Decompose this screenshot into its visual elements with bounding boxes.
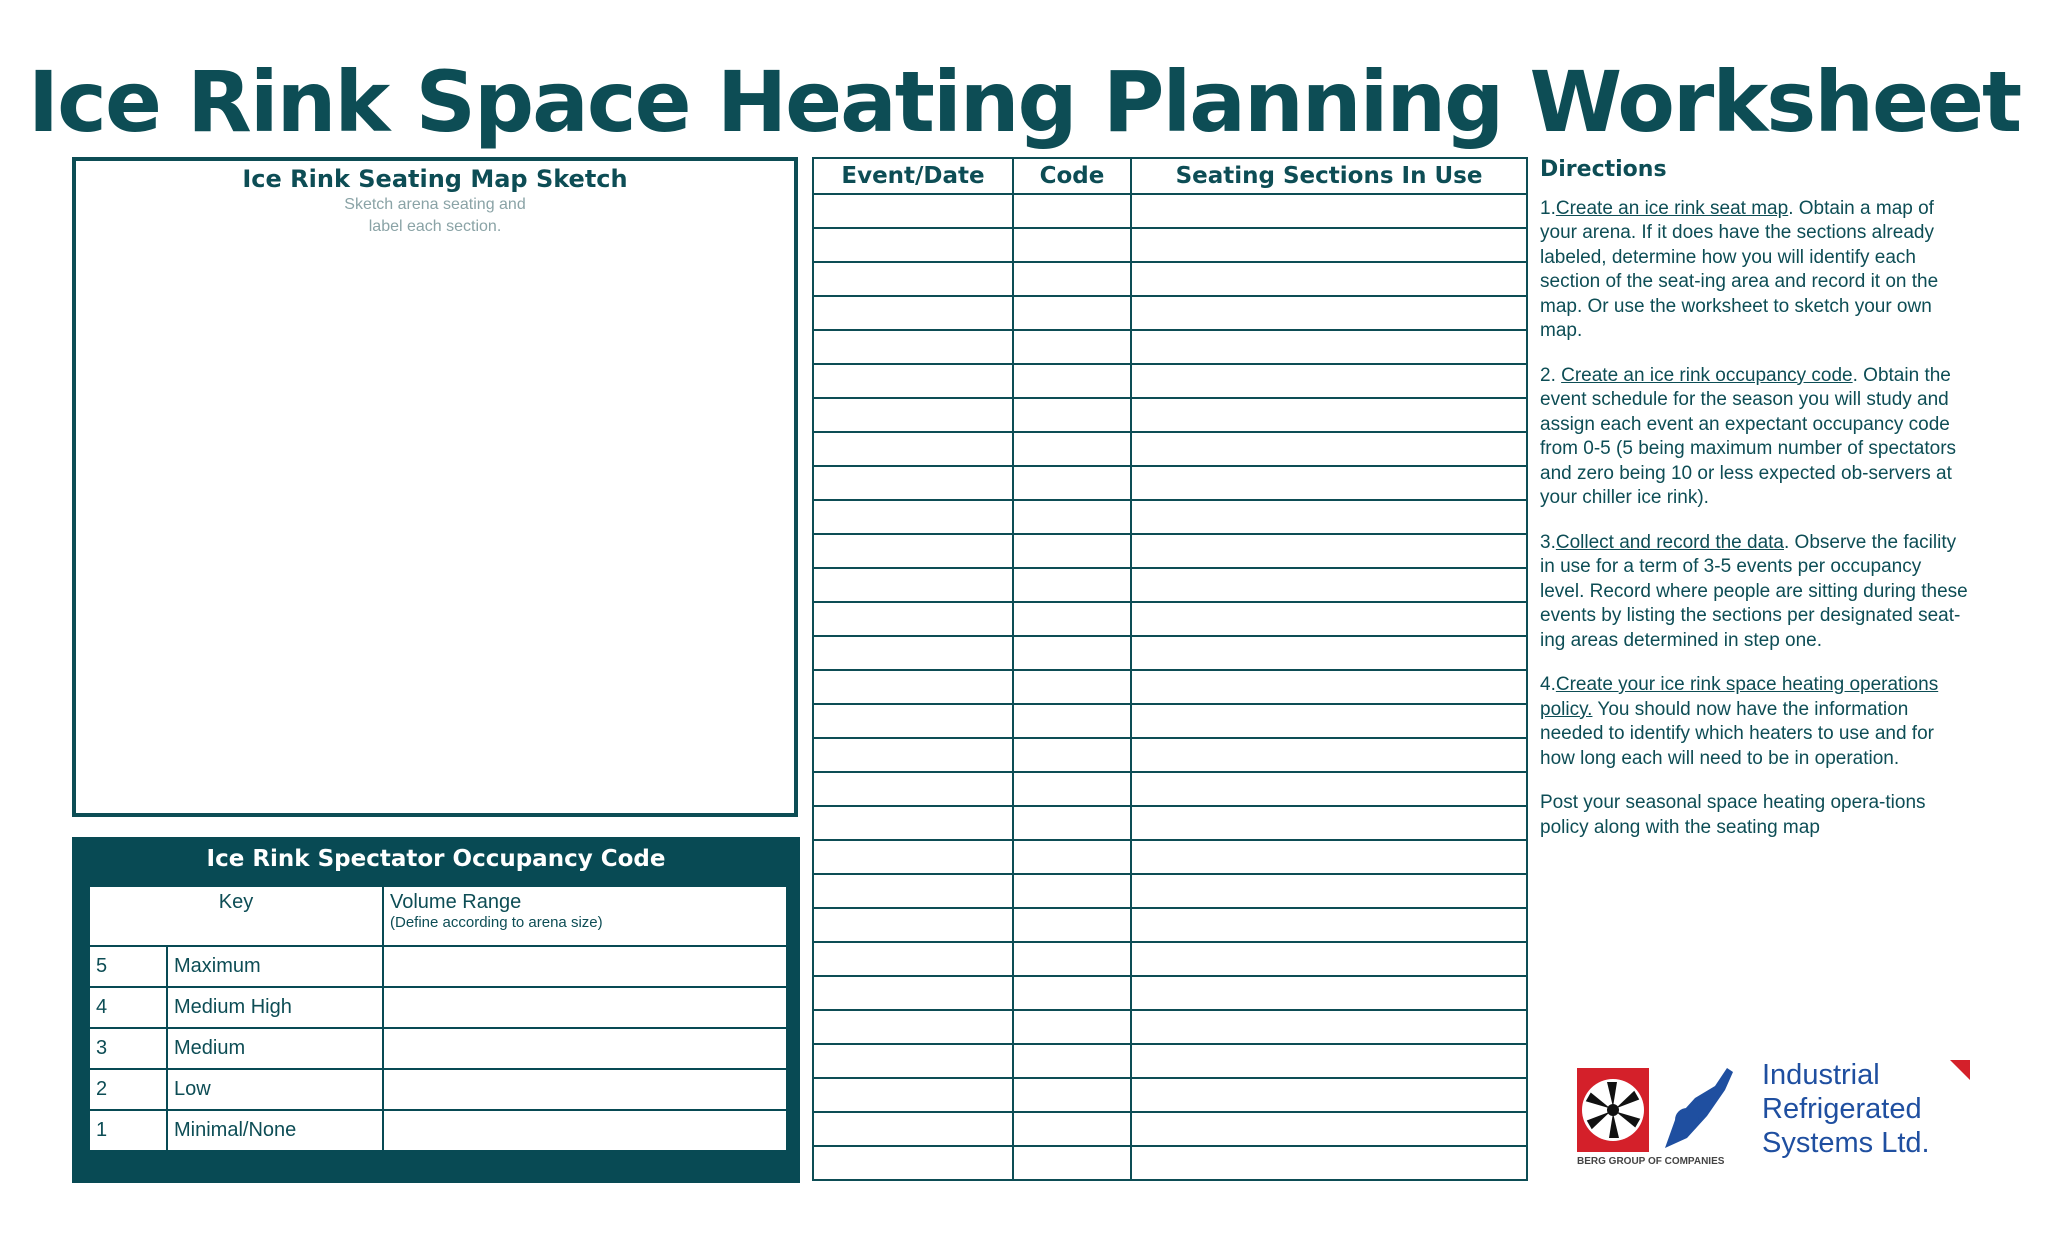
table-row — [89, 987, 787, 1028]
event-date-cell[interactable] — [813, 942, 1013, 976]
event-date-cell[interactable] — [813, 466, 1013, 500]
seating-sections-cell[interactable] — [1131, 976, 1527, 1010]
code-cell[interactable] — [1013, 466, 1131, 500]
seating-sections-cell[interactable] — [1131, 602, 1527, 636]
table-row — [813, 908, 1527, 942]
occupancy-label: Minimal/None — [167, 1110, 383, 1151]
table-row — [813, 806, 1527, 840]
table-row — [813, 670, 1527, 704]
code-cell[interactable] — [1013, 1010, 1131, 1044]
code-cell[interactable] — [1013, 908, 1131, 942]
event-date-cell[interactable] — [813, 772, 1013, 806]
seating-sections-cell[interactable] — [1131, 704, 1527, 738]
code-cell[interactable] — [1013, 364, 1131, 398]
step-1-link[interactable]: Create an ice rink seat map — [1555, 197, 1789, 219]
code-cell[interactable] — [1013, 534, 1131, 568]
code-cell[interactable] — [1013, 840, 1131, 874]
occupancy-code: 4 — [89, 987, 167, 1028]
event-date-cell[interactable] — [813, 1010, 1013, 1044]
code-cell[interactable] — [1013, 194, 1131, 228]
table-row — [89, 1110, 787, 1151]
table-row — [813, 262, 1527, 296]
table-row — [813, 772, 1527, 806]
table-row — [89, 1069, 787, 1110]
event-date-cell[interactable] — [813, 398, 1013, 432]
seating-map-sketch-area[interactable] — [72, 157, 798, 817]
table-row — [813, 364, 1527, 398]
step-3-text: . Observe the facility in use for a term of 3-5 events per occupancy level. Record where people are sitting during these events by listing the sections per designated seat-ing areas determined in step one. — [1540, 531, 1968, 651]
company-name-line1: Industrial — [1762, 1059, 1880, 1091]
seating-sections-cell[interactable] — [1131, 840, 1527, 874]
company-name-line3: Systems Ltd. — [1762, 1127, 1930, 1159]
code-cell[interactable] — [1013, 296, 1131, 330]
seating-sections-cell[interactable] — [1131, 670, 1527, 704]
event-date-cell[interactable] — [813, 976, 1013, 1010]
seating-sections-cell[interactable] — [1131, 772, 1527, 806]
volume-range-field[interactable] — [383, 987, 787, 1028]
event-date-cell[interactable] — [813, 194, 1013, 228]
occupancy-code: 2 — [89, 1069, 167, 1110]
event-date-cell[interactable] — [813, 908, 1013, 942]
seating-sections-cell[interactable] — [1131, 1112, 1527, 1146]
code-cell[interactable] — [1013, 262, 1131, 296]
seating-sections-cell[interactable] — [1131, 262, 1527, 296]
volume-range-field[interactable] — [383, 946, 787, 987]
occupancy-code: 5 — [89, 946, 167, 987]
table-row — [813, 330, 1527, 364]
direction-step-3 — [1540, 531, 1970, 654]
table-row — [813, 432, 1527, 466]
table-row — [813, 296, 1527, 330]
occupancy-table — [88, 885, 788, 1152]
step-3-link[interactable]: Collect and record the data — [1555, 531, 1784, 553]
event-date-cell[interactable] — [813, 228, 1013, 262]
event-date-cell[interactable] — [813, 432, 1013, 466]
event-date-cell[interactable] — [813, 1044, 1013, 1078]
table-row — [813, 466, 1527, 500]
occupancy-code: 1 — [89, 1110, 167, 1151]
event-date-cell[interactable] — [813, 262, 1013, 296]
sketch-hint-line1: Sketch arena seating and — [344, 196, 526, 213]
seating-sections-header: Seating Sections In Use — [1131, 158, 1527, 194]
table-row — [813, 534, 1527, 568]
event-date-cell[interactable] — [813, 500, 1013, 534]
code-cell[interactable] — [1013, 670, 1131, 704]
code-cell[interactable] — [1013, 976, 1131, 1010]
directions-heading: Directions — [1540, 157, 1667, 182]
table-row — [813, 874, 1527, 908]
code-cell[interactable] — [1013, 568, 1131, 602]
table-row — [813, 500, 1527, 534]
event-date-cell[interactable] — [813, 1078, 1013, 1112]
event-date-cell[interactable] — [813, 806, 1013, 840]
occupancy-code-panel — [72, 837, 800, 1183]
occupancy-label: Medium — [167, 1028, 383, 1069]
table-row — [813, 942, 1527, 976]
seating-sections-cell[interactable] — [1131, 296, 1527, 330]
company-name-line2: Refrigerated — [1762, 1093, 1922, 1125]
table-row — [813, 1044, 1527, 1078]
table-row — [89, 1028, 787, 1069]
event-date-cell[interactable] — [813, 1112, 1013, 1146]
code-cell[interactable] — [1013, 874, 1131, 908]
table-row — [813, 1010, 1527, 1044]
table-row — [813, 1112, 1527, 1146]
seating-sections-cell[interactable] — [1131, 1078, 1527, 1112]
company-name — [1762, 1058, 1930, 1160]
seating-sections-cell[interactable] — [1131, 1010, 1527, 1044]
code-cell[interactable] — [1013, 942, 1131, 976]
volume-range-field[interactable] — [383, 1028, 787, 1069]
event-date-cell[interactable] — [813, 602, 1013, 636]
seating-sections-cell[interactable] — [1131, 738, 1527, 772]
table-row — [813, 840, 1527, 874]
code-cell[interactable] — [1013, 636, 1131, 670]
event-date-cell[interactable] — [813, 364, 1013, 398]
table-row — [813, 704, 1527, 738]
occupancy-heading: Ice Rink Spectator Occupancy Code — [206, 846, 666, 872]
code-cell[interactable] — [1013, 704, 1131, 738]
seating-sections-cell[interactable] — [1131, 500, 1527, 534]
event-date-cell[interactable] — [813, 874, 1013, 908]
event-log-table — [812, 157, 1528, 1181]
step-number: 1. — [1540, 197, 1556, 219]
event-date-cell[interactable] — [813, 1146, 1013, 1180]
seating-sections-cell[interactable] — [1131, 874, 1527, 908]
seating-sections-cell[interactable] — [1131, 194, 1527, 228]
step-2-link[interactable]: Create an ice rink occupancy code — [1561, 364, 1853, 386]
event-date-cell[interactable] — [813, 330, 1013, 364]
volume-header-label: Volume Range — [390, 891, 522, 913]
seating-sections-cell[interactable] — [1131, 806, 1527, 840]
step-number: 2. — [1540, 364, 1562, 386]
key-header: Key — [89, 886, 383, 946]
step-2-text: . Obtain the event schedule for the season you will study and assign each event an expectant occupancy code from 0-5 (5 being maximum number of spectators and zero being 10 or less expected ob-servers at your chiller ice rink). — [1540, 364, 1957, 508]
code-cell[interactable] — [1013, 1146, 1131, 1180]
table-row — [813, 636, 1527, 670]
table-row — [89, 946, 787, 987]
code-cell[interactable] — [1013, 398, 1131, 432]
sketch-hint-line2: label each section. — [368, 218, 502, 235]
sketch-heading: Ice Rink Seating Map Sketch — [242, 165, 628, 193]
page-title: Ice Rink Space Heating Planning Worksheet — [27, 53, 2021, 151]
code-cell[interactable] — [1013, 330, 1131, 364]
occupancy-code: 3 — [89, 1028, 167, 1069]
table-row — [813, 1078, 1527, 1112]
event-date-cell[interactable] — [813, 568, 1013, 602]
directions — [1540, 158, 1970, 860]
occupancy-label: Maximum — [167, 946, 383, 987]
code-cell[interactable] — [1013, 772, 1131, 806]
occupancy-label: Low — [167, 1069, 383, 1110]
seating-sections-cell[interactable] — [1131, 228, 1527, 262]
volume-header-sub: (Define according to arena size) — [390, 914, 603, 931]
seating-sections-cell[interactable] — [1131, 534, 1527, 568]
step-number: 3. — [1540, 531, 1556, 553]
code-header: Code — [1013, 158, 1131, 194]
berg-group-label: BERG GROUP OF COMPANIES — [1577, 1156, 1725, 1167]
code-cell[interactable] — [1013, 1044, 1131, 1078]
code-cell[interactable] — [1013, 432, 1131, 466]
code-cell[interactable] — [1013, 738, 1131, 772]
seating-sections-cell[interactable] — [1131, 466, 1527, 500]
code-cell[interactable] — [1013, 806, 1131, 840]
event-date-cell[interactable] — [813, 296, 1013, 330]
seating-sections-cell[interactable] — [1131, 330, 1527, 364]
seating-sections-cell[interactable] — [1131, 364, 1527, 398]
direction-step-1 — [1540, 197, 1970, 344]
volume-range-field[interactable] — [383, 1110, 787, 1151]
table-row — [813, 228, 1527, 262]
step-4-text: You should now have the information needed to identify which heaters to use and for how long each will need to be in operation. — [1540, 698, 1934, 769]
code-cell[interactable] — [1013, 500, 1131, 534]
red-corner-mark — [1950, 1060, 1970, 1080]
blue-compressor-icon — [1665, 1068, 1733, 1148]
direction-step-2 — [1540, 364, 1970, 511]
table-row — [813, 568, 1527, 602]
direction-step-5: Post your seasonal space heating opera-tions policy along with the seating map — [1540, 792, 1926, 838]
red-fan-icon — [1577, 1068, 1649, 1152]
direction-step-4 — [1540, 673, 1970, 771]
event-date-cell[interactable] — [813, 704, 1013, 738]
code-cell[interactable] — [1013, 1078, 1131, 1112]
table-row — [813, 976, 1527, 1010]
seating-sections-cell[interactable] — [1131, 1044, 1527, 1078]
code-cell[interactable] — [1013, 602, 1131, 636]
event-date-cell[interactable] — [813, 670, 1013, 704]
volume-header — [383, 886, 787, 946]
occupancy-label: Medium High — [167, 987, 383, 1028]
seating-sections-cell[interactable] — [1131, 636, 1527, 670]
step-number: 4. — [1540, 674, 1556, 695]
seating-sections-cell[interactable] — [1131, 942, 1527, 976]
seating-sections-cell[interactable] — [1131, 398, 1527, 432]
event-date-cell[interactable] — [813, 534, 1013, 568]
table-row — [813, 738, 1527, 772]
table-row — [813, 1146, 1527, 1180]
seating-sections-cell[interactable] — [1131, 908, 1527, 942]
volume-range-field[interactable] — [383, 1069, 787, 1110]
event-date-cell[interactable] — [813, 738, 1013, 772]
table-row — [813, 194, 1527, 228]
event-date-header: Event/Date — [813, 158, 1013, 194]
code-cell[interactable] — [1013, 1112, 1131, 1146]
table-row — [813, 602, 1527, 636]
seating-sections-cell[interactable] — [1131, 432, 1527, 466]
table-row — [813, 398, 1527, 432]
seating-sections-cell[interactable] — [1131, 568, 1527, 602]
step-1-text: . Obtain a map of your arena. If it does have the sections already labeled, determine how you will identify each section of the seat-ing area and record it on the map. Or use the worksheet to sketch your own map. — [1540, 197, 1939, 341]
seating-sections-cell[interactable] — [1131, 1146, 1527, 1180]
event-date-cell[interactable] — [813, 840, 1013, 874]
step-4-link[interactable]: Create your ice rink space heating operations policy. — [1540, 674, 1939, 720]
event-date-cell[interactable] — [813, 636, 1013, 670]
code-cell[interactable] — [1013, 228, 1131, 262]
